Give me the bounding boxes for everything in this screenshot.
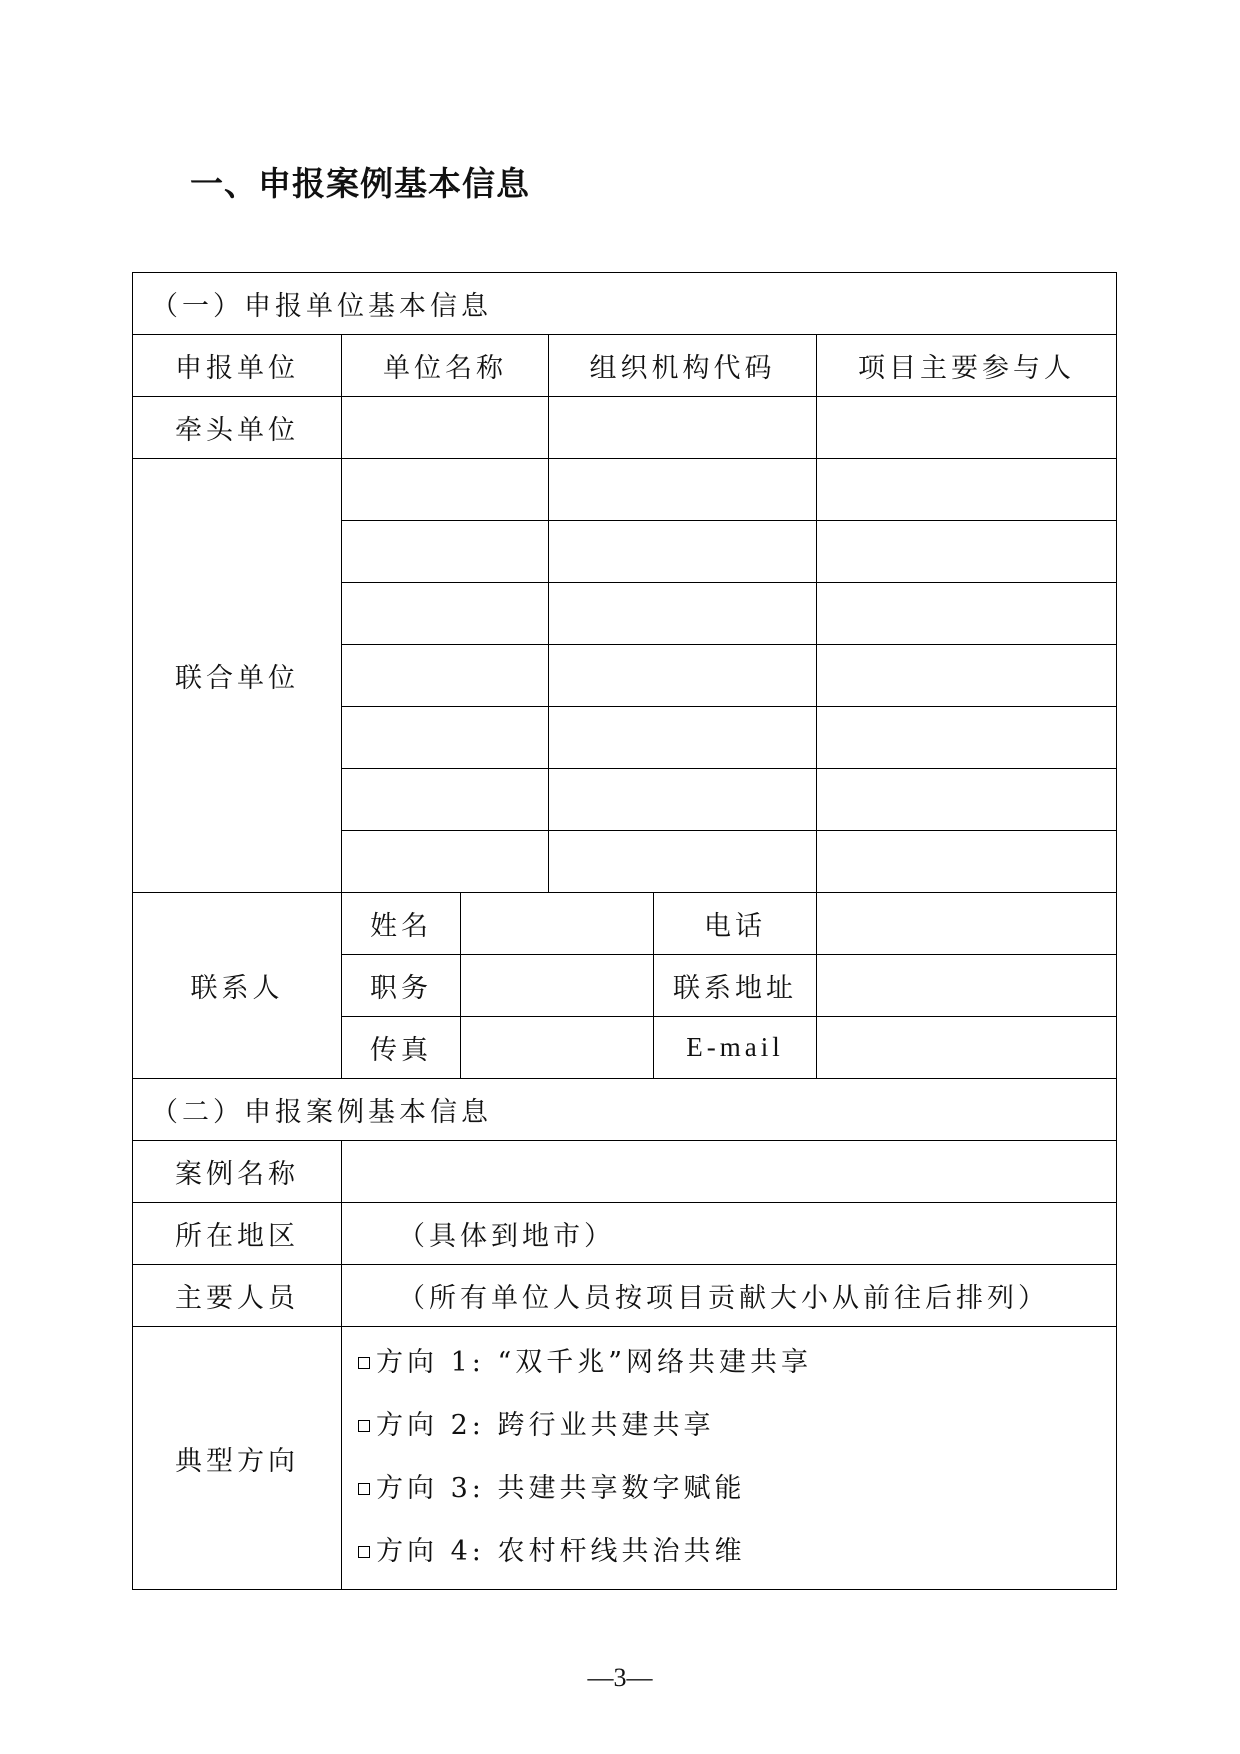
checkbox-icon[interactable]	[358, 1357, 370, 1369]
case-name-row	[133, 1141, 1117, 1203]
lead-unit-label: 牵头单位	[133, 397, 342, 459]
joint-unit-label: 联合单位	[133, 459, 342, 893]
direction-option-label: 方向 3: 共建共享数字赋能	[376, 1473, 746, 1504]
joint-unit-participants-field[interactable]	[817, 583, 1117, 645]
joint-unit-code-field[interactable]	[549, 521, 817, 583]
direction-row	[133, 1327, 1117, 1590]
joint-unit-participants-field[interactable]	[817, 769, 1117, 831]
direction-label: 典型方向	[133, 1327, 342, 1590]
joint-unit-participants-field[interactable]	[817, 521, 1117, 583]
header-org-code: 组织机构代码	[549, 335, 817, 397]
joint-unit-participants-field[interactable]	[817, 459, 1117, 521]
contact-position-label: 职务	[342, 955, 461, 1017]
contact-row-name	[133, 893, 1117, 955]
contact-position-field[interactable]	[461, 955, 654, 1017]
direction-options	[342, 1327, 1117, 1590]
lead-unit-participants-field[interactable]	[817, 397, 1117, 459]
joint-unit-code-field[interactable]	[549, 645, 817, 707]
lead-unit-code-field[interactable]	[549, 397, 817, 459]
section1-title: （一）申报单位基本信息	[133, 273, 1117, 335]
region-row	[133, 1203, 1117, 1265]
section2-title: （二）申报案例基本信息	[133, 1079, 1117, 1141]
section1-title-row	[133, 273, 1117, 335]
page-heading: 一、申报案例基本信息	[190, 164, 530, 203]
direction-option-label: 方向 4: 农村杆线共治共维	[376, 1536, 746, 1567]
lead-unit-name-field[interactable]	[342, 397, 549, 459]
members-label: 主要人员	[133, 1265, 342, 1327]
contact-label: 联系人	[133, 893, 342, 1079]
contact-email-field[interactable]	[817, 1017, 1117, 1079]
direction-option[interactable]	[358, 1457, 1116, 1520]
joint-unit-name-field[interactable]	[342, 831, 549, 893]
members-field[interactable]: （所有单位人员按项目贡献大小从前往后排列）	[342, 1265, 1117, 1327]
joint-unit-code-field[interactable]	[549, 831, 817, 893]
application-form-table	[132, 272, 1117, 1590]
direction-option[interactable]	[358, 1394, 1116, 1457]
direction-option-label: 方向 1: “双千兆”网络共建共享	[376, 1347, 813, 1378]
direction-option[interactable]	[358, 1331, 1116, 1394]
joint-unit-name-field[interactable]	[342, 645, 549, 707]
contact-phone-label: 电话	[654, 893, 817, 955]
page-number: —3—	[587, 1663, 653, 1692]
contact-name-label: 姓名	[342, 893, 461, 955]
checkbox-icon[interactable]	[358, 1420, 370, 1432]
contact-address-label: 联系地址	[654, 955, 817, 1017]
contact-fax-field[interactable]	[461, 1017, 654, 1079]
direction-option-label: 方向 2: 跨行业共建共享	[376, 1410, 715, 1441]
joint-unit-row	[133, 459, 1117, 521]
joint-unit-participants-field[interactable]	[817, 645, 1117, 707]
contact-address-field[interactable]	[817, 955, 1117, 1017]
checkbox-icon[interactable]	[358, 1546, 370, 1558]
joint-unit-name-field[interactable]	[342, 769, 549, 831]
contact-email-label: E-mail	[654, 1017, 817, 1079]
contact-fax-label: 传真	[342, 1017, 461, 1079]
lead-unit-row	[133, 397, 1117, 459]
region-label: 所在地区	[133, 1203, 342, 1265]
header-unit-name: 单位名称	[342, 335, 549, 397]
direction-option[interactable]	[358, 1520, 1116, 1583]
joint-unit-code-field[interactable]	[549, 769, 817, 831]
joint-unit-code-field[interactable]	[549, 583, 817, 645]
case-name-field[interactable]	[342, 1141, 1117, 1203]
joint-unit-name-field[interactable]	[342, 459, 549, 521]
contact-phone-field[interactable]	[817, 893, 1117, 955]
contact-name-field[interactable]	[461, 893, 654, 955]
header-row	[133, 335, 1117, 397]
region-field[interactable]: （具体到地市）	[342, 1203, 1117, 1265]
joint-unit-code-field[interactable]	[549, 459, 817, 521]
section2-title-row	[133, 1079, 1117, 1141]
joint-unit-participants-field[interactable]	[817, 707, 1117, 769]
members-row	[133, 1265, 1117, 1327]
joint-unit-participants-field[interactable]	[817, 831, 1117, 893]
joint-unit-name-field[interactable]	[342, 707, 549, 769]
header-main-participants: 项目主要参与人	[817, 335, 1117, 397]
checkbox-icon[interactable]	[358, 1483, 370, 1495]
header-applicant-unit: 申报单位	[133, 335, 342, 397]
case-name-label: 案例名称	[133, 1141, 342, 1203]
joint-unit-code-field[interactable]	[549, 707, 817, 769]
joint-unit-name-field[interactable]	[342, 583, 549, 645]
joint-unit-name-field[interactable]	[342, 521, 549, 583]
